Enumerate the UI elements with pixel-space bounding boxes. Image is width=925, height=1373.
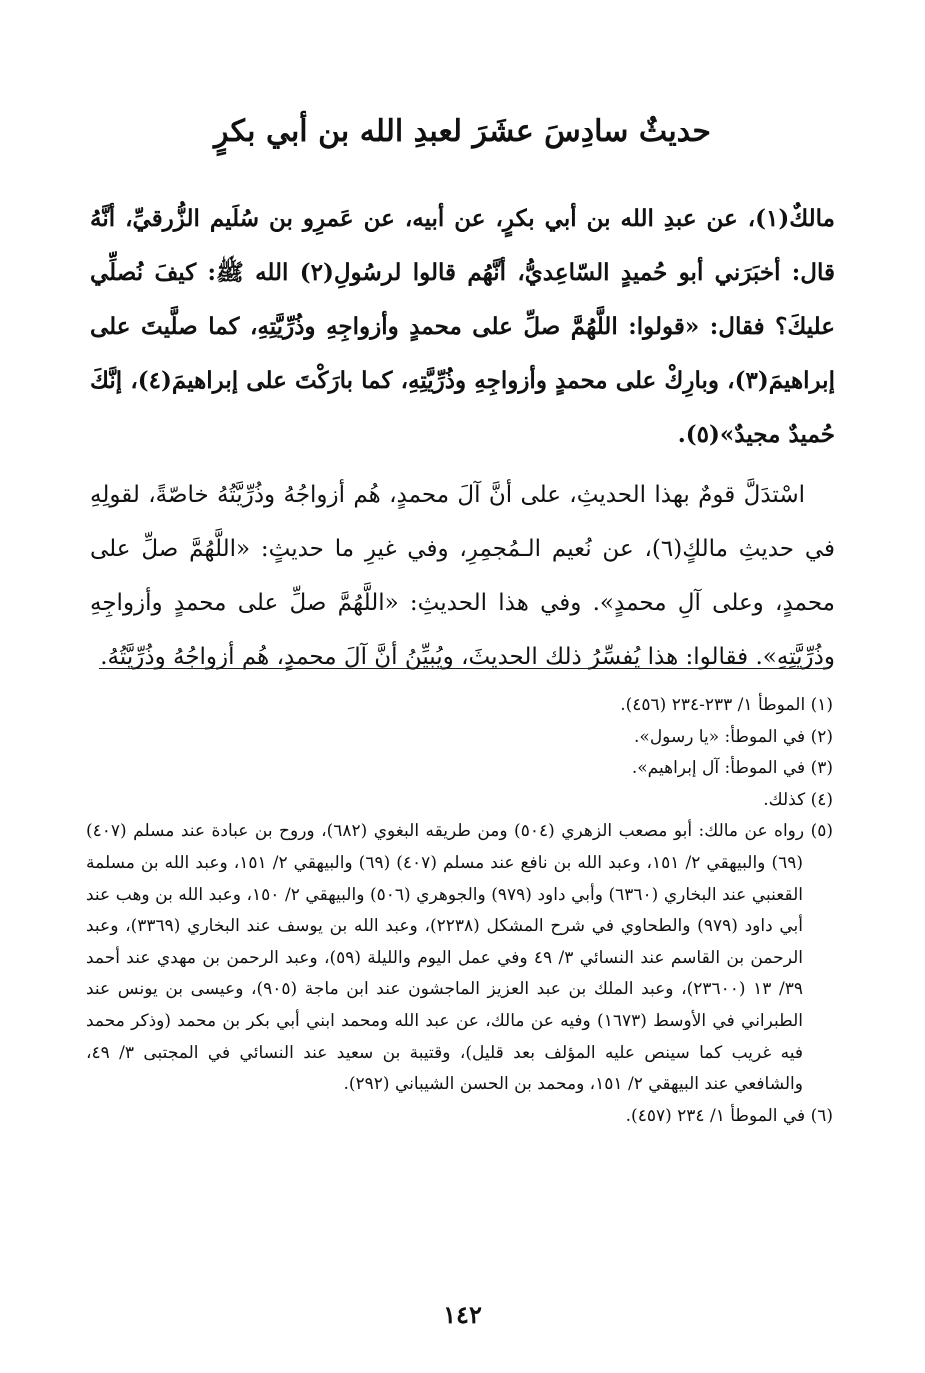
footnote-4: (٤) كذلك. [763,789,833,810]
footnote-divider [99,668,829,669]
footnote-1: (١) الموطأ ١/ ٢٣٣-٢٣٤ (٤٥٦). [620,695,833,715]
page-number: ١٤٢ [443,1300,482,1329]
footnote-5: (٥) رواه عن مالك: أبو مصعب الزهري (٥٠٤) ومن طريقه البغوي (٦٨٢)، وروح بن عبادة عند مسلم (٤٠٧) (٦٩) والبيهقي ٢/ ١٥١، وعبد الله بن نافع عند مسلم (٤٠٧) (٦٩) والبيهقي ٢/ ١٥١، وعبد الله بن مسلمة القعنبي عند البخاري (٦٣٦٠) وأبي داود (٩٧٩) والجوهري (٥٠٦) والبيهقي ٢/ ١٥٠، وعبد الله بن وهب عند أبي داود (٩٧٩) والطحاوي في شرح المشكل (٢٢٣٨)، وعبد الله بن يوسف عند البخاري (٣٣٦٩)، وعبد الرحمن بن القاسم عند النسائي ٣/ ٤٩ وفي عمل اليوم والليلة (٥٩)، وعبد الرحمن بن مهدي عند أحمد ٣٩/ ١٣ (٢٣٦٠٠)، وعبد الملك بن عبد العزيز الماجشون عند ابن ماجة (٩٠٥)، وعيسى بن يونس عند الطبراني في الأوسط (١٦٧٣) وفيه عن مالك، عن عبد الله ومحمد ابني أبي بكر بن محمد (وذكر محمد فيه غريب كما سينص عليه المؤلف بعد قليل)، وقتيبة بن سعيد عند النسائي في المجتبى ٣/ ٤٩، والشافعي عند البيهقي ٢/ ١٥١، ومحمد بن الحسن الشيباني (٢٩٢). [86,821,833,1095]
footnote-6: (٦) في الموطأ ١/ ٢٣٤ (٤٥٧). [625,1105,833,1126]
footnote-3: (٣) في الموطأ: آل إبراهيم». [631,758,833,779]
hadith-paragraph: مالكٌ(١)، عن عبدِ الله بن أبي بكرٍ، عن أبيه، عن عَمرِو بن سُلَيم الزُّرقيِّ، أنَّهُ قال: أخبَرَني أبو حُميدٍ السّاعِديُّ، أنَّهُم قالوا لرسُولِ(٢) الله ﷺ: كيفَ نُصلِّي عليكَ؟ فقال: «قولوا: اللَّهُمَّ صلِّ على محمدٍ وأزواجِهِ وذُرِّيَّتِهِ، كما صلَّيتَ على إبراهيمَ(٣)، وبارِكْ على محمدٍ وأزواجِهِ وذُرِّيَّتِهِ، كما بارَكْتَ على إبراهيمَ(٤)، إنَّكَ حُميدٌ مجيدٌ»(٥). [90,205,835,448]
footnotes [86,690,833,1132]
hadith-title: حديثٌ سادِسَ عشَرَ لعبدِ الله بن أبي بكرٍ [214,114,711,149]
footnote-2: (٢) في الموطأ: «يا رسول». [634,726,833,747]
commentary-paragraph: اسْتدَلَّ قومٌ بهذا الحديثِ، على أنَّ آلَ محمدٍ، هُم أزواجُهُ وذُرِّيَّتُهُ خاصّةً، لقولِهِ في حديثِ مالكٍ(٦)، عن نُعيم الـمُجمِرِ، وفي غيرِ ما حديثٍ: «اللَّهُمَّ صلِّ على محمدٍ، وعلى آلِ محمدٍ». وفي هذا الحديثِ: «اللَّهُمَّ صلِّ على محمدٍ وأزواجِهِ وذُرِّيَّتِهِ». فقالوا: هذا يُفسِّرُ ذلك الحديثَ، ويُبيِّنُ أنَّ آلَ محمدٍ، هُم أزواجُهُ وذُرِّيَّتُهُ. [90,482,835,670]
main-text [90,192,835,684]
